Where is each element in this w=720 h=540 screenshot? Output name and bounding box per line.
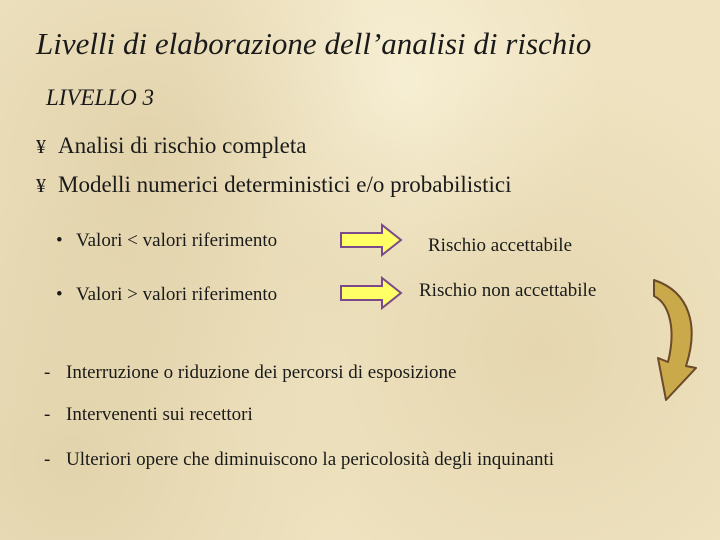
condition-text: Valori < valori riferimento bbox=[76, 230, 278, 251]
action-item-1 bbox=[44, 362, 456, 384]
comparison-condition-2 bbox=[56, 284, 277, 306]
curved-down-arrow-icon bbox=[652, 278, 700, 402]
action-item-3 bbox=[44, 449, 554, 471]
bullet-icon: ¥ bbox=[36, 175, 46, 197]
dash-marker: - bbox=[44, 449, 51, 470]
action-text: Intervenenti sui recettori bbox=[66, 404, 253, 425]
level-heading: LIVELLO 3 bbox=[46, 85, 154, 110]
bullet-icon: ¥ bbox=[36, 136, 46, 158]
sub-bullet-icon: • bbox=[56, 284, 63, 305]
main-bullet-2 bbox=[36, 172, 512, 198]
main-bullet-text: Analisi di rischio completa bbox=[58, 133, 307, 158]
comparison-condition-1 bbox=[56, 230, 277, 252]
sub-bullet-icon: • bbox=[56, 230, 63, 251]
comparison-result-1: Rischio accettabile bbox=[428, 235, 573, 256]
action-text: Ulteriori opere che diminuiscono la pericolosità degli inquinanti bbox=[66, 449, 555, 470]
right-arrow-icon bbox=[340, 224, 402, 256]
action-item-2 bbox=[44, 404, 253, 426]
main-bullet-1 bbox=[36, 133, 306, 159]
condition-text: Valori > valori riferimento bbox=[76, 284, 278, 305]
page-title: Livelli di elaborazione dell’analisi di rischio bbox=[36, 26, 592, 61]
comparison-result-2: Rischio non accettabile bbox=[419, 280, 597, 301]
dash-marker: - bbox=[44, 362, 51, 383]
dash-marker: - bbox=[44, 404, 51, 425]
main-bullet-text: Modelli numerici deterministici e/o probabilistici bbox=[58, 172, 512, 197]
action-text: Interruzione o riduzione dei percorsi di esposizione bbox=[66, 362, 457, 383]
right-arrow-icon bbox=[340, 277, 402, 309]
